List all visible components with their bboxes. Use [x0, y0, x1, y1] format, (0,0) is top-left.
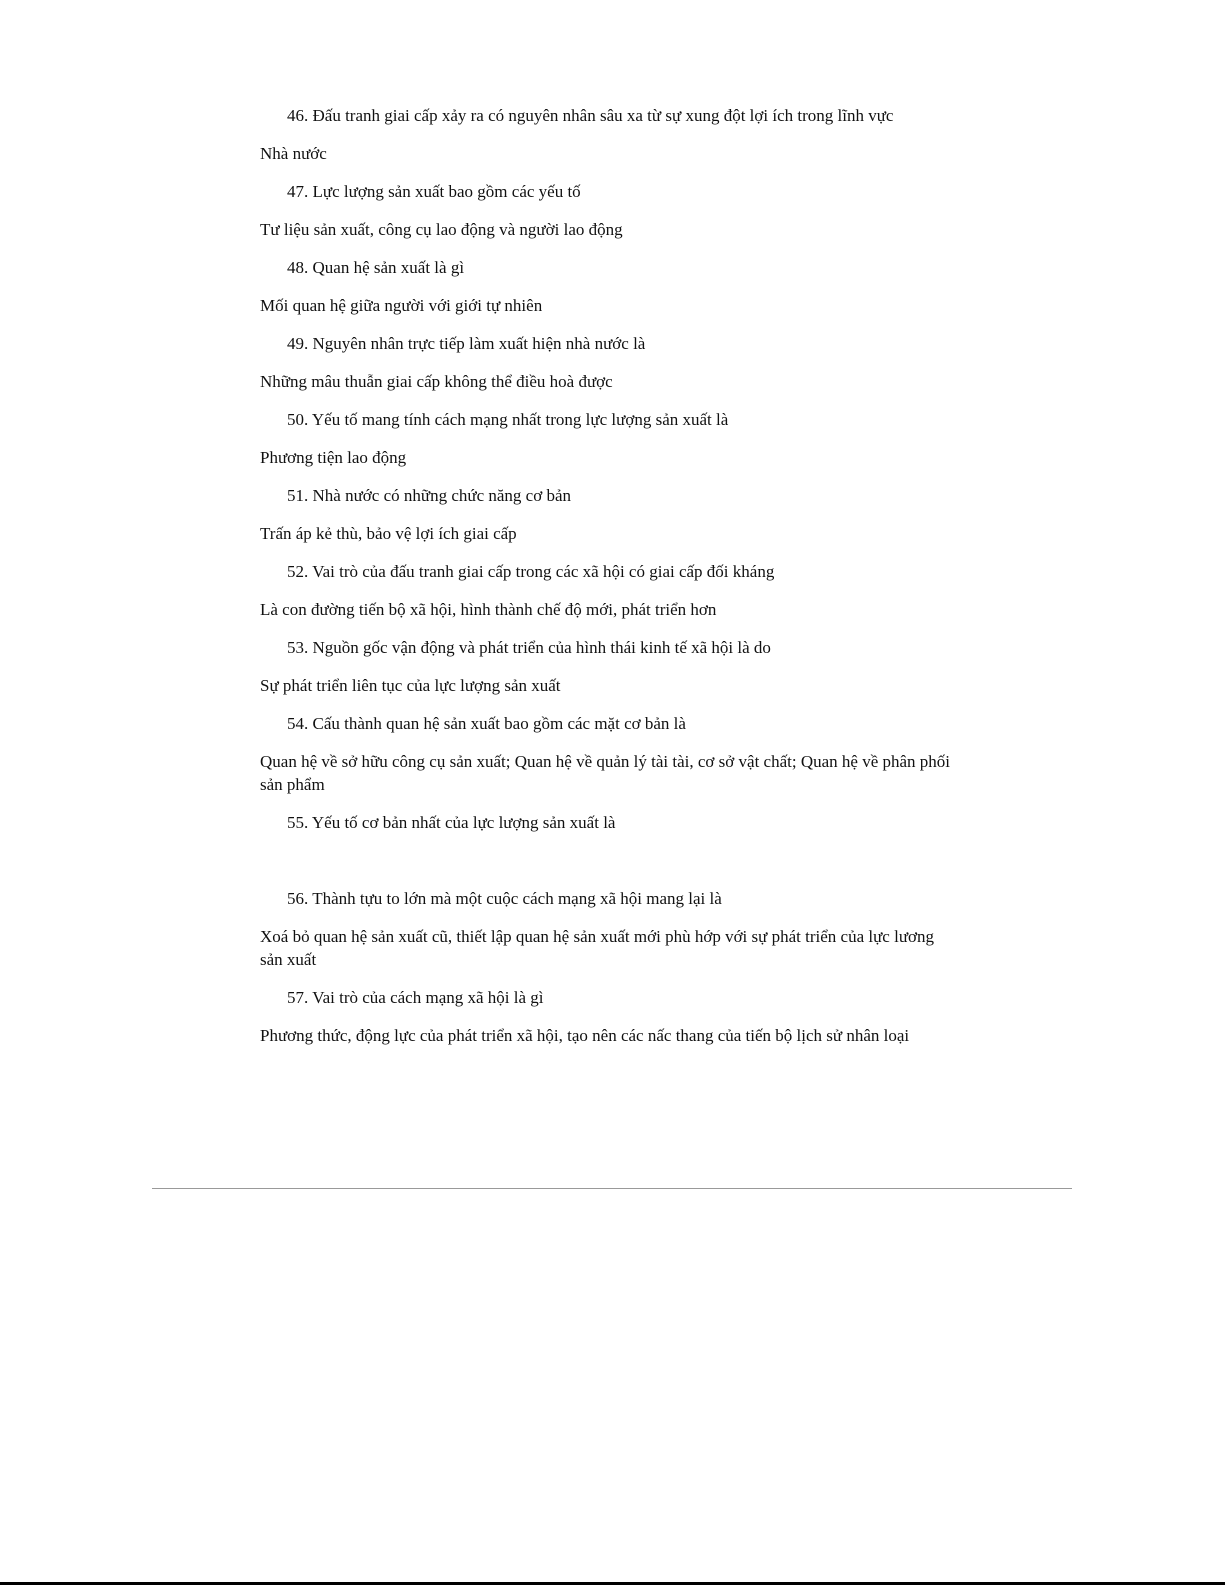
- question-51: 51. Nhà nước có những chức năng cơ bản: [287, 486, 572, 505]
- answer-47: Tư liệu sản xuất, công cụ lao động và người lao động: [260, 220, 623, 239]
- question-55: 55. Yếu tố cơ bản nhất của lực lượng sản xuất là: [287, 813, 616, 832]
- question-57: 57. Vai trò của cách mạng xã hội là gì: [287, 988, 544, 1007]
- question-53: 53. Nguồn gốc vận động và phát triển của hình thái kinh tế xã hội là do: [287, 638, 771, 657]
- answer-52: Là con đường tiến bộ xã hội, hình thành chế độ mới, phát triển hơn: [260, 600, 717, 619]
- question-54: 54. Cấu thành quan hệ sản xuất bao gồm các mặt cơ bản là: [287, 714, 686, 733]
- answer-56: Xoá bỏ quan hệ sản xuất cũ, thiết lập quan hệ sản xuất mới phù hớp với sự phát triển của lực lương sản xuất: [260, 927, 935, 969]
- answer-55: [260, 849, 960, 887]
- question-47: 47. Lực lượng sản xuất bao gồm các yếu tố: [287, 182, 581, 201]
- document-body: [260, 104, 960, 1062]
- answer-53: Sự phát triển liên tục của lực lượng sản xuất: [260, 676, 561, 695]
- answer-51: Trấn áp kẻ thù, bảo vệ lợi ích giai cấp: [260, 524, 517, 543]
- question-56: 56. Thành tựu to lớn mà một cuộc cách mạng xã hội mang lại là: [287, 889, 722, 908]
- question-50: 50. Yếu tố mang tính cách mạng nhất trong lực lượng sản xuất là: [287, 410, 729, 429]
- question-52: 52. Vai trò của đấu tranh giai cấp trong các xã hội có giai cấp đối kháng: [287, 562, 775, 581]
- answer-49: Những mâu thuẫn giai cấp không thể điều hoà được: [260, 372, 613, 391]
- question-48: 48. Quan hệ sản xuất là gì: [287, 258, 465, 277]
- answer-57: Phương thức, động lực của phát triển xã hội, tạo nên các nấc thang của tiến bộ lịch sử nhân loại: [260, 1026, 910, 1045]
- answer-50: Phương tiện lao động: [260, 448, 407, 467]
- question-49: 49. Nguyên nhân trực tiếp làm xuất hiện nhà nước là: [287, 334, 646, 353]
- page-divider: [152, 1188, 1072, 1189]
- answer-48: Mối quan hệ giữa người với giới tự nhiên: [260, 296, 543, 315]
- answer-46: Nhà nước: [260, 144, 327, 163]
- answer-54: Quan hệ về sở hữu công cụ sản xuất; Quan hệ về quản lý tài tài, cơ sở vật chất; Quan hệ về phân phối sản phẩm: [260, 752, 951, 794]
- question-46: 46. Đấu tranh giai cấp xảy ra có nguyên nhân sâu xa từ sự xung đột lợi ích trong lĩnh vực: [287, 106, 894, 125]
